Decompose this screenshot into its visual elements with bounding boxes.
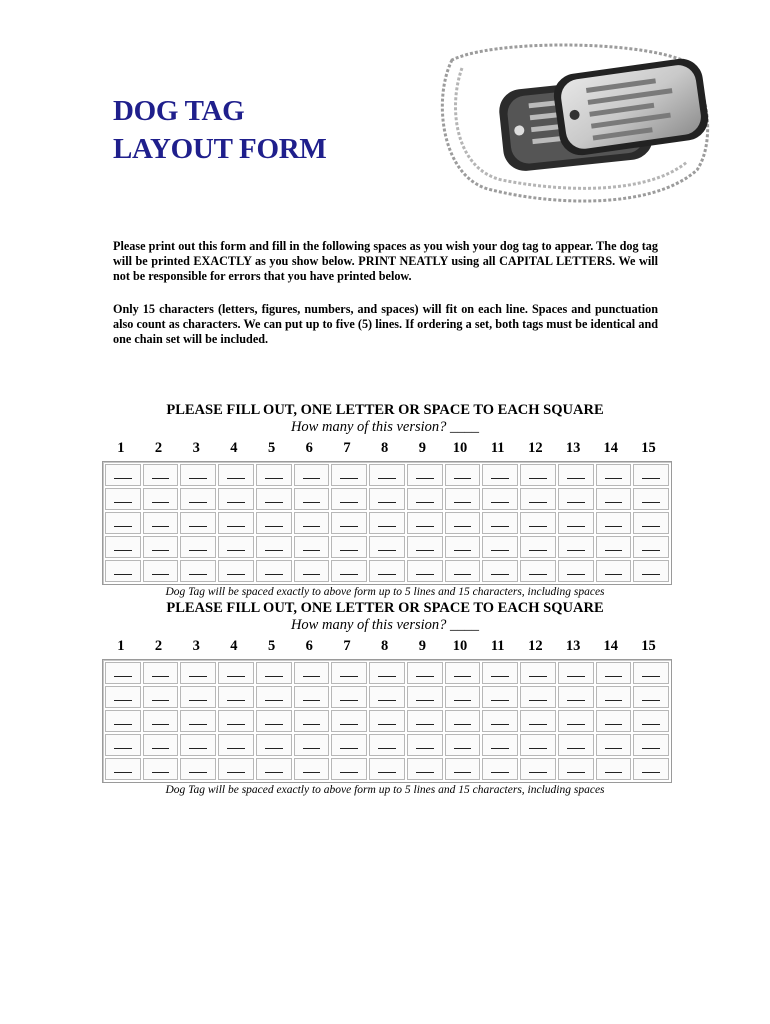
form-1-heading-text: PLEASE FILL OUT, ONE LETTER OR SPACE TO EACH SQUARE <box>166 402 604 418</box>
column-number: 3 <box>192 440 200 456</box>
character-cell[interactable] <box>294 662 330 684</box>
form-1-character-grid <box>102 461 672 585</box>
dog-tags-chain-image <box>432 40 712 220</box>
title-line-1: DOG TAG <box>113 95 245 127</box>
character-cell[interactable] <box>180 758 216 780</box>
character-cell[interactable] <box>143 662 179 684</box>
character-cell[interactable] <box>482 662 518 684</box>
character-cell[interactable] <box>105 758 141 780</box>
character-cell[interactable] <box>596 536 632 558</box>
character-cell[interactable] <box>596 710 632 732</box>
character-cell[interactable] <box>105 512 141 534</box>
character-cell[interactable] <box>445 710 481 732</box>
character-cell[interactable] <box>218 686 254 708</box>
column-number: 12 <box>528 638 543 654</box>
grid-row <box>104 733 670 757</box>
character-cell[interactable] <box>331 758 367 780</box>
character-cell[interactable] <box>331 686 367 708</box>
page-title <box>113 92 326 168</box>
character-cell[interactable] <box>633 686 669 708</box>
title-line-2: LAYOUT FORM <box>113 133 327 165</box>
column-number: 2 <box>154 638 163 654</box>
character-cell[interactable] <box>294 734 330 756</box>
character-cell[interactable] <box>143 758 179 780</box>
form-2-note: Dog Tag will be spaced exactly to above form up to 5 lines and 15 characters, including spaces <box>165 784 605 796</box>
character-cell[interactable] <box>294 488 330 510</box>
column-number: 6 <box>305 638 313 654</box>
character-cell[interactable] <box>445 464 481 486</box>
character-cell[interactable] <box>105 734 141 756</box>
character-cell[interactable] <box>369 662 405 684</box>
character-cell[interactable] <box>256 686 292 708</box>
column-number: 9 <box>418 440 426 456</box>
character-cell[interactable] <box>256 662 292 684</box>
character-cell[interactable] <box>520 710 556 732</box>
character-cell[interactable] <box>369 560 405 582</box>
grid-row <box>104 559 670 583</box>
character-cell[interactable] <box>369 488 405 510</box>
character-cell[interactable] <box>520 536 556 558</box>
character-cell[interactable] <box>596 512 632 534</box>
form-2-heading-text: PLEASE FILL OUT, ONE LETTER OR SPACE TO EACH SQUARE <box>166 600 604 616</box>
grid-row <box>104 463 670 487</box>
column-number: 6 <box>305 440 313 456</box>
character-cell[interactable] <box>369 536 405 558</box>
character-cell[interactable] <box>633 512 669 534</box>
character-cell[interactable] <box>369 512 405 534</box>
character-cell[interactable] <box>143 512 179 534</box>
character-cell[interactable] <box>180 536 216 558</box>
character-cell[interactable] <box>256 464 292 486</box>
character-cell[interactable] <box>520 488 556 510</box>
character-cell[interactable] <box>143 488 179 510</box>
character-cell[interactable] <box>331 560 367 582</box>
character-cell[interactable] <box>407 710 443 732</box>
character-cell[interactable] <box>294 536 330 558</box>
character-cell[interactable] <box>633 734 669 756</box>
column-number: 15 <box>641 638 656 654</box>
character-cell[interactable] <box>520 512 556 534</box>
character-cell[interactable] <box>596 686 632 708</box>
character-cell[interactable] <box>331 512 367 534</box>
grid-row <box>104 535 670 559</box>
character-cell[interactable] <box>482 464 518 486</box>
column-number: 11 <box>490 440 505 456</box>
character-cell[interactable] <box>445 560 481 582</box>
character-cell[interactable] <box>256 536 292 558</box>
character-cell[interactable] <box>407 512 443 534</box>
character-cell[interactable] <box>558 536 594 558</box>
grid-row <box>104 511 670 535</box>
character-cell[interactable] <box>331 662 367 684</box>
character-cell[interactable] <box>218 488 254 510</box>
character-cell[interactable] <box>558 734 594 756</box>
character-cell[interactable] <box>445 734 481 756</box>
column-number: 11 <box>490 638 505 654</box>
character-cell[interactable] <box>407 758 443 780</box>
character-cell[interactable] <box>105 560 141 582</box>
character-cell[interactable] <box>445 488 481 510</box>
character-cell[interactable] <box>180 734 216 756</box>
column-number: 8 <box>381 440 389 456</box>
character-cell[interactable] <box>143 464 179 486</box>
character-cell[interactable] <box>369 710 405 732</box>
grid-row <box>104 757 670 781</box>
character-cell[interactable] <box>180 488 216 510</box>
character-cell[interactable] <box>294 512 330 534</box>
character-cell[interactable] <box>520 464 556 486</box>
character-cell[interactable] <box>596 488 632 510</box>
character-cell[interactable] <box>445 758 481 780</box>
grid-row <box>104 487 670 511</box>
character-cell[interactable] <box>256 560 292 582</box>
character-cell[interactable] <box>331 536 367 558</box>
character-cell[interactable] <box>105 710 141 732</box>
column-number: 7 <box>343 440 351 456</box>
column-number: 15 <box>641 440 656 456</box>
character-cell[interactable] <box>256 710 292 732</box>
character-cell[interactable] <box>105 662 141 684</box>
form-2-quantity <box>0 617 770 634</box>
form-2-quantity-prompt: How many of this version? ____ <box>290 617 480 633</box>
character-cell[interactable] <box>520 758 556 780</box>
character-cell[interactable] <box>633 758 669 780</box>
column-number: 3 <box>192 638 200 654</box>
character-cell[interactable] <box>218 710 254 732</box>
character-cell[interactable] <box>407 662 443 684</box>
character-cell[interactable] <box>180 710 216 732</box>
column-number: 8 <box>381 638 389 654</box>
character-cell[interactable] <box>558 488 594 510</box>
form-2-column-numbers <box>102 638 668 655</box>
character-cell[interactable] <box>294 758 330 780</box>
character-cell[interactable] <box>407 560 443 582</box>
character-cell[interactable] <box>218 536 254 558</box>
character-cell[interactable] <box>558 464 594 486</box>
character-cell[interactable] <box>596 758 632 780</box>
character-cell[interactable] <box>180 662 216 684</box>
character-cell[interactable] <box>482 560 518 582</box>
column-number: 13 <box>565 638 581 654</box>
form-1-quantity <box>0 419 770 436</box>
character-cell[interactable] <box>143 560 179 582</box>
form-1-column-numbers <box>102 440 668 457</box>
character-cell[interactable] <box>482 758 518 780</box>
character-cell[interactable] <box>558 758 594 780</box>
character-cell[interactable] <box>596 464 632 486</box>
character-cell[interactable] <box>633 710 669 732</box>
character-cell[interactable] <box>331 710 367 732</box>
character-cell[interactable] <box>633 488 669 510</box>
character-cell[interactable] <box>256 488 292 510</box>
character-cell[interactable] <box>180 512 216 534</box>
character-cell[interactable] <box>633 536 669 558</box>
character-cell[interactable] <box>105 686 141 708</box>
form-1-quantity-prompt: How many of this version? ____ <box>290 419 480 435</box>
character-cell[interactable] <box>520 560 556 582</box>
character-cell[interactable] <box>407 536 443 558</box>
character-cell[interactable] <box>520 662 556 684</box>
character-cell[interactable] <box>218 758 254 780</box>
column-number: 14 <box>603 638 619 654</box>
grid-row <box>104 709 670 733</box>
character-cell[interactable] <box>369 464 405 486</box>
character-cell[interactable] <box>558 560 594 582</box>
character-cell[interactable] <box>143 710 179 732</box>
character-cell[interactable] <box>369 734 405 756</box>
character-cell[interactable] <box>407 686 443 708</box>
column-number: 12 <box>528 440 543 456</box>
character-cell[interactable] <box>596 560 632 582</box>
character-cell[interactable] <box>256 512 292 534</box>
column-number: 1 <box>117 440 125 456</box>
column-number: 9 <box>418 638 426 654</box>
column-number: 5 <box>267 638 276 654</box>
character-cell[interactable] <box>633 464 669 486</box>
character-cell[interactable] <box>143 686 179 708</box>
character-cell[interactable] <box>256 734 292 756</box>
character-cell[interactable] <box>520 734 556 756</box>
column-number: 4 <box>230 440 238 456</box>
instructions-paragraph-2: Only 15 characters (letters, figures, numbers, and spaces) will fit on each line. Spaces and punctuation also count as characters. We can put up to five (5) lines. If ordering a set, both tags must be identical and one chain set will be included. <box>113 302 658 347</box>
character-cell[interactable] <box>331 464 367 486</box>
character-cell[interactable] <box>520 686 556 708</box>
character-cell[interactable] <box>294 464 330 486</box>
character-cell[interactable] <box>633 662 669 684</box>
column-number: 13 <box>565 440 581 456</box>
character-cell[interactable] <box>482 536 518 558</box>
character-cell[interactable] <box>369 686 405 708</box>
character-cell[interactable] <box>558 512 594 534</box>
character-cell[interactable] <box>294 560 330 582</box>
character-cell[interactable] <box>482 734 518 756</box>
form-2-heading <box>0 600 770 617</box>
character-cell[interactable] <box>218 560 254 582</box>
character-cell[interactable] <box>558 710 594 732</box>
character-cell[interactable] <box>407 464 443 486</box>
character-cell[interactable] <box>180 686 216 708</box>
form-1-heading <box>0 402 770 419</box>
character-cell[interactable] <box>294 686 330 708</box>
character-cell[interactable] <box>445 512 481 534</box>
character-cell[interactable] <box>180 464 216 486</box>
column-number: 14 <box>603 440 619 456</box>
column-number: 10 <box>452 440 468 456</box>
instructions-paragraph-1: Please print out this form and fill in the following spaces as you wish your dog tag to appear. The dog tag will be printed EXACTLY as you show below. PRINT NEATLY using all CAPITAL LETTERS. We will not be responsible for errors that you have printed below. <box>113 239 658 284</box>
character-cell[interactable] <box>218 464 254 486</box>
character-cell[interactable] <box>218 512 254 534</box>
form-1-note: Dog Tag will be spaced exactly to above form up to 5 lines and 15 characters, including spaces <box>165 586 605 598</box>
character-cell[interactable] <box>105 464 141 486</box>
character-cell[interactable] <box>407 488 443 510</box>
character-cell[interactable] <box>218 734 254 756</box>
grid-row <box>104 685 670 709</box>
column-number: 7 <box>343 638 351 654</box>
column-number: 5 <box>267 440 276 456</box>
character-cell[interactable] <box>558 686 594 708</box>
column-number: 1 <box>117 638 125 654</box>
character-cell[interactable] <box>143 536 179 558</box>
character-cell[interactable] <box>482 512 518 534</box>
character-cell[interactable] <box>482 488 518 510</box>
character-cell[interactable] <box>482 710 518 732</box>
character-cell[interactable] <box>445 536 481 558</box>
form-2-character-grid <box>102 659 672 783</box>
character-cell[interactable] <box>180 560 216 582</box>
character-cell[interactable] <box>331 488 367 510</box>
column-number: 2 <box>154 440 163 456</box>
character-cell[interactable] <box>256 758 292 780</box>
character-cell[interactable] <box>105 488 141 510</box>
character-cell[interactable] <box>105 536 141 558</box>
character-cell[interactable] <box>331 734 367 756</box>
character-cell[interactable] <box>294 710 330 732</box>
character-cell[interactable] <box>558 662 594 684</box>
character-cell[interactable] <box>596 734 632 756</box>
grid-row <box>104 661 670 685</box>
character-cell[interactable] <box>482 686 518 708</box>
character-cell[interactable] <box>445 686 481 708</box>
character-cell[interactable] <box>369 758 405 780</box>
column-number: 10 <box>452 638 468 654</box>
character-cell[interactable] <box>596 662 632 684</box>
character-cell[interactable] <box>143 734 179 756</box>
character-cell[interactable] <box>218 662 254 684</box>
character-cell[interactable] <box>445 662 481 684</box>
character-cell[interactable] <box>633 560 669 582</box>
character-cell[interactable] <box>407 734 443 756</box>
column-number: 4 <box>230 638 238 654</box>
